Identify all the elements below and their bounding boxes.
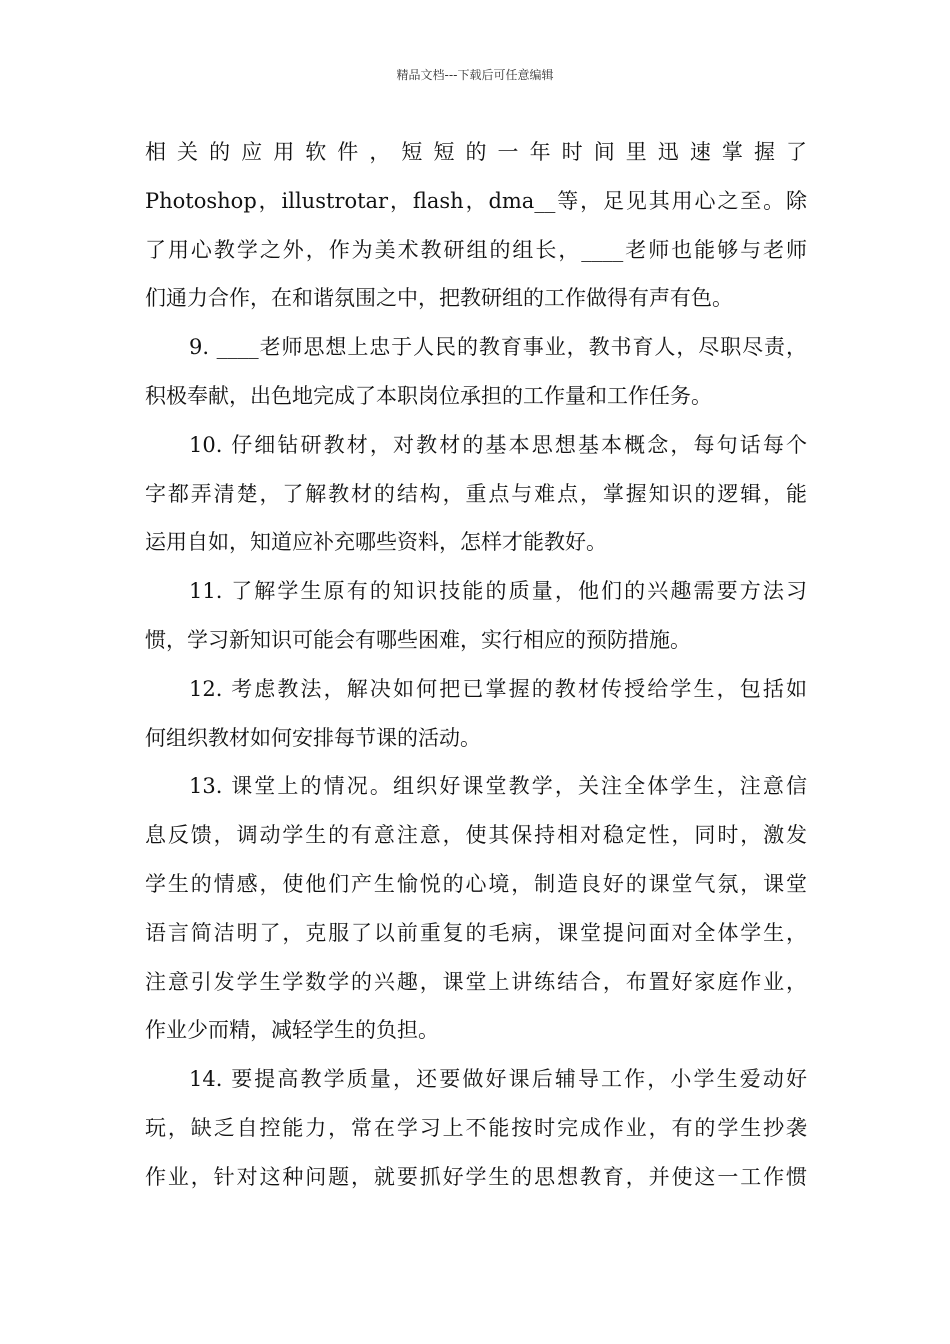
paragraph-9-line: 9. ____老师思想上忠于人民的教育事业，教书育人，尽职尽责， xyxy=(189,335,807,360)
text-line: 相 关 的 应 用 软 件 ， 短 短 的 一 年 时 间 里 迅 速 掌 握 了 xyxy=(145,140,807,164)
text-line: 息反馈，调动学生的有意注意，使其保持相对稳定性，同时，激发 xyxy=(145,823,807,848)
document-body xyxy=(145,128,807,1202)
text-line: 们通力合作，在和谐氛围之中，把教研组的工作做得有声有色。 xyxy=(145,286,733,311)
text-line: 作业，针对这种问题，就要抓好学生的思想教育，并使这一工作惯 xyxy=(145,1164,807,1189)
paragraph-14-line: 14. 要提高教学质量，还要做好课后辅导工作，小学生爱动好 xyxy=(189,1067,807,1092)
paragraph-11-line: 11. 了解学生原有的知识技能的质量，他们的兴趣需要方法习 xyxy=(189,579,807,604)
text-line: Photoshop，illustrotar，flash，dma__等，足见其用心之至。除 xyxy=(145,188,807,213)
text-line: 语言简洁明了，克服了以前重复的毛病，课堂提问面对全体学生， xyxy=(145,920,807,945)
page-header: 精品文档---下载后可任意编辑 xyxy=(396,68,554,82)
text-line: 运用自如，知道应补充哪些资料，怎样才能教好。 xyxy=(145,530,607,555)
text-line: 字都弄清楚，了解教材的结构，重点与难点，掌握知识的逻辑，能 xyxy=(145,481,807,506)
paragraph-13-line: 13. 课堂上的情况。组织好课堂教学，关注全体学生，注意信 xyxy=(189,774,807,799)
text-line: 了用心教学之外，作为美术教研组的组长，____老师也能够与老师 xyxy=(145,237,807,262)
text-line: 注意引发学生学数学的兴趣，课堂上讲练结合，布置好家庭作业， xyxy=(145,969,807,994)
text-line: 作业少而精，减轻学生的负担。 xyxy=(145,1018,439,1043)
paragraph-10-line: 10. 仔细钻研教材，对教材的基本思想基本概念，每句话每个 xyxy=(189,432,807,457)
text-line: 何组织教材如何安排每节课的活动。 xyxy=(145,725,481,750)
text-line: 学生的情感，使他们产生愉悦的心境，制造良好的课堂气氛，课堂 xyxy=(145,871,807,896)
text-line: 积极奉献，出色地完成了本职岗位承担的工作量和工作任务。 xyxy=(145,383,712,408)
text-line: 惯，学习新知识可能会有哪些困难，实行相应的预防措施。 xyxy=(145,627,691,652)
text-line: 玩，缺乏自控能力，常在学习上不能按时完成作业，有的学生抄袭 xyxy=(145,1115,807,1140)
paragraph-12-line: 12. 考虑教法，解决如何把已掌握的教材传授给学生，包括如 xyxy=(189,676,807,701)
